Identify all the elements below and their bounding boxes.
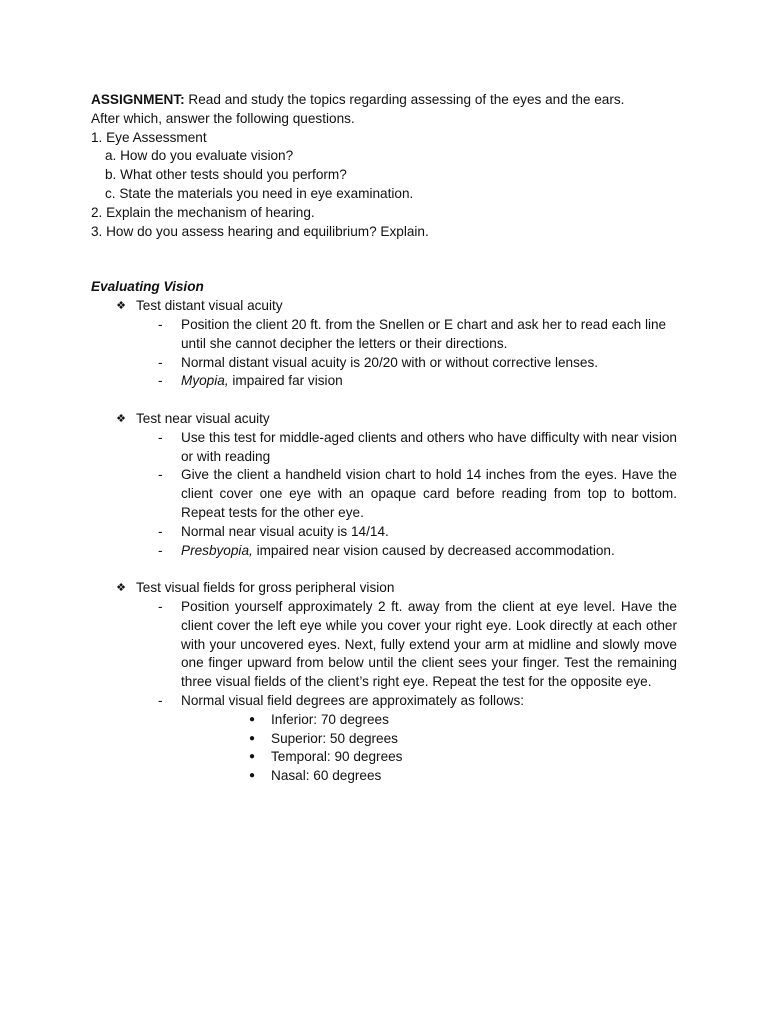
list-item [91, 692, 677, 711]
section-heading: Evaluating Vision [91, 279, 204, 295]
list-item-text: Normal visual field degrees are approximately as follows: [181, 692, 525, 708]
topic-near-acuity [91, 410, 677, 429]
list-item-text: Give the client a handheld vision chart to hold 14 inches from the eyes. Have the client cover one eye with an opaque card before reading from top to bottom. Repeat tests for the other eye. [181, 467, 677, 520]
degree-item [91, 767, 677, 786]
list-item-text: impaired near vision caused by decreased accommodation. [252, 542, 615, 558]
dash-marker: - [158, 429, 163, 445]
dash-marker: - [158, 316, 163, 332]
assignment-label: ASSIGNMENT: [91, 92, 185, 107]
document-page [91, 91, 677, 786]
dot-bullet-icon: ● [249, 751, 256, 763]
question-2: 2. Explain the mechanism of hearing. [91, 204, 315, 220]
question-1c: c. State the materials you need in eye examination. [105, 185, 414, 201]
list-item [91, 466, 677, 522]
assignment-intro [91, 91, 677, 110]
diamond-bullet-icon: ❖ [116, 411, 126, 425]
spacer [91, 391, 677, 410]
list-item [91, 542, 677, 561]
degree-item [91, 730, 677, 749]
dash-marker: - [158, 598, 163, 614]
list-item-text: Normal distant visual acuity is 20/20 with or without corrective lenses. [181, 354, 599, 370]
list-item [91, 429, 677, 467]
degree-text: Inferior: 70 degrees [271, 711, 389, 727]
list-item [91, 523, 677, 542]
degree-item [91, 748, 677, 767]
list-item-text: Use this test for middle-aged clients and others who have difficulty with near vision or with reading [181, 429, 677, 464]
spacer [91, 560, 677, 579]
list-item-text: impaired far vision [228, 373, 343, 389]
dot-bullet-icon: ● [249, 713, 256, 725]
dash-marker: - [158, 542, 163, 558]
list-item [91, 354, 677, 373]
degree-text: Temporal: 90 degrees [271, 749, 403, 765]
diamond-bullet-icon: ❖ [116, 299, 126, 313]
list-item [91, 316, 677, 354]
list-item-text: Position the client 20 ft. from the Snellen or E chart and ask her to read each line until she cannot decipher the letters or their directions. [181, 316, 667, 351]
degree-item [91, 711, 677, 730]
list-item-text: Normal near visual acuity is 14/14. [181, 523, 389, 539]
list-item-text: Position yourself approximately 2 ft. away from the client at eye level. Have the client cover the left eye while you cover your right eye. Look directly at each other with your uncovered eyes. Next, fully extend your arm at midline and slowly move one finger upward from below until the client sees your finger. Test the remaining three visual fields of the client’s right eye. Repeat the test for the opposite eye. [181, 598, 677, 690]
assignment-line2: After which, answer the following questions. [91, 110, 355, 126]
topic-title: Test near visual acuity [136, 410, 270, 426]
dash-marker: - [158, 354, 163, 370]
degree-text: Superior: 50 degrees [271, 730, 398, 746]
dash-marker: - [158, 467, 163, 483]
topic-distant-acuity [91, 297, 677, 316]
dot-bullet-icon: ● [249, 770, 256, 782]
question-1a: a. How do you evaluate vision? [105, 148, 294, 164]
topic-title: Test visual fields for gross peripheral vision [136, 580, 395, 596]
dash-marker: - [158, 523, 163, 539]
topic-visual-fields [91, 579, 677, 598]
question-1b: b. What other tests should you perform? [105, 167, 347, 183]
degree-text: Nasal: 60 degrees [271, 768, 382, 784]
question-3: 3. How do you assess hearing and equilibrium? Explain. [91, 223, 429, 239]
term-presbyopia: Presbyopia, [181, 542, 253, 558]
list-item [91, 372, 677, 391]
term-myopia: Myopia, [181, 373, 229, 389]
dot-bullet-icon: ● [249, 732, 256, 744]
dash-marker: - [158, 373, 163, 389]
dash-marker: - [158, 692, 163, 708]
list-item [91, 598, 677, 692]
assignment-intro-text: Read and study the topics regarding assessing of the eyes and the ears. [184, 92, 625, 107]
topic-title: Test distant visual acuity [136, 298, 283, 314]
question-1: 1. Eye Assessment [91, 129, 207, 145]
diamond-bullet-icon: ❖ [116, 581, 126, 595]
